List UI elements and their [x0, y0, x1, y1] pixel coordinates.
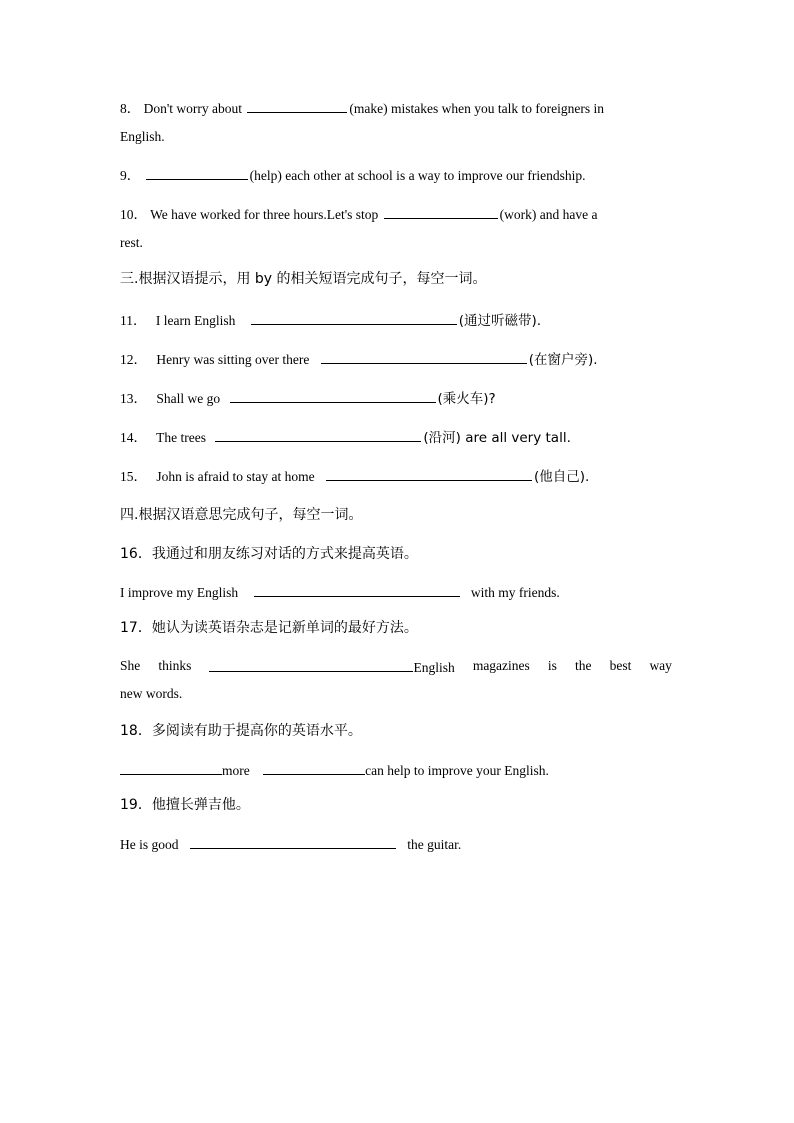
q13-hint: (乘火车)?	[437, 391, 496, 407]
q19-tail: the guitar.	[407, 837, 462, 852]
q16-text: I improve my English	[120, 585, 239, 600]
question-11	[120, 310, 676, 330]
q13-text: Shall we go	[156, 391, 221, 406]
q8-number: 8．	[120, 101, 141, 116]
q11-hint: (通过听磁带).	[458, 313, 542, 329]
q16-prompt: 16．我通过和朋友练习对话的方式来提高英语。	[120, 546, 418, 562]
q17-line2: new words.	[120, 686, 183, 701]
q8-answer-blank[interactable]	[247, 98, 347, 113]
q15-text: John is afraid to stay at home	[156, 469, 315, 484]
question-18	[120, 760, 676, 780]
q17-word-she: She	[120, 658, 141, 673]
question-14	[120, 427, 676, 447]
q17-word-thinks: thinks	[158, 658, 192, 673]
question-16	[120, 582, 676, 602]
q18-answer-blank-1[interactable]	[120, 760, 222, 775]
q10-text: We have worked for three hours.Let's stop	[150, 207, 379, 222]
q10-number: 10．	[120, 207, 147, 222]
q8-text: Don't worry about	[143, 101, 243, 116]
q8-line2: English.	[120, 129, 165, 144]
q16-answer-blank[interactable]	[254, 582, 460, 597]
q17-word-way: way	[649, 658, 672, 673]
q18-answer-blank-2[interactable]	[263, 760, 365, 775]
q17-word-is: is	[547, 658, 557, 673]
q12-hint: (在窗户旁).	[528, 352, 598, 368]
q17-answer-blank[interactable]	[209, 657, 413, 672]
q19-answer-blank[interactable]	[190, 834, 396, 849]
question-19	[120, 834, 676, 854]
q11-number: 11．	[120, 313, 147, 328]
q17-word-best: best	[609, 658, 632, 673]
q18-more: more	[222, 763, 250, 778]
question-13	[120, 388, 676, 408]
q15-number: 15．	[120, 469, 147, 484]
question-15	[120, 466, 676, 486]
q10-hint: (work) and have a	[499, 207, 598, 222]
q11-text: I learn English	[155, 313, 236, 328]
q11-answer-blank[interactable]	[251, 310, 457, 325]
q19-text: He is good	[120, 837, 179, 852]
q17-word-magazines: magazines	[472, 658, 530, 673]
q14-answer-blank[interactable]	[215, 427, 421, 442]
question-10	[120, 204, 676, 224]
question-12	[120, 349, 676, 369]
q18-tail: can help to improve your English.	[365, 763, 549, 778]
question-8	[120, 98, 676, 118]
q15-hint: (他自己).	[533, 469, 590, 485]
q17-prompt: 17．她认为读英语杂志是记新单词的最好方法。	[120, 620, 418, 636]
q10-line2: rest.	[120, 235, 143, 250]
section-3-heading: 三.根据汉语提示，用 by 的相关短语完成句子，每空一词。	[120, 271, 487, 287]
q13-answer-blank[interactable]	[230, 388, 436, 403]
q14-number: 14．	[120, 430, 147, 445]
question-17	[120, 657, 672, 677]
q12-answer-blank[interactable]	[321, 349, 527, 364]
q9-answer-blank[interactable]	[146, 165, 248, 180]
q9-hint: (help) each other at school is a way to improve our friendship.	[249, 168, 586, 183]
q8-hint: (make) mistakes when you talk to foreigners in	[349, 101, 604, 116]
q13-number: 13．	[120, 391, 147, 406]
q15-answer-blank[interactable]	[326, 466, 532, 481]
q14-hint: (沿河) are all very tall.	[423, 430, 571, 446]
q9-number: 9．	[120, 168, 141, 183]
q14-text: The trees	[156, 430, 206, 445]
q18-prompt: 18．多阅读有助于提高你的英语水平。	[120, 723, 362, 739]
q16-tail: with my friends.	[470, 585, 560, 600]
question-9	[120, 165, 676, 185]
q10-answer-blank[interactable]	[384, 204, 498, 219]
q17-word-english: English	[413, 660, 455, 675]
q17-word-the: the	[575, 658, 592, 673]
q12-number: 12．	[120, 352, 147, 367]
q19-prompt: 19．他擅长弹吉他。	[120, 797, 250, 813]
q12-text: Henry was sitting over there	[156, 352, 310, 367]
section-4-heading: 四.根据汉语意思完成句子，每空一词。	[120, 507, 363, 523]
